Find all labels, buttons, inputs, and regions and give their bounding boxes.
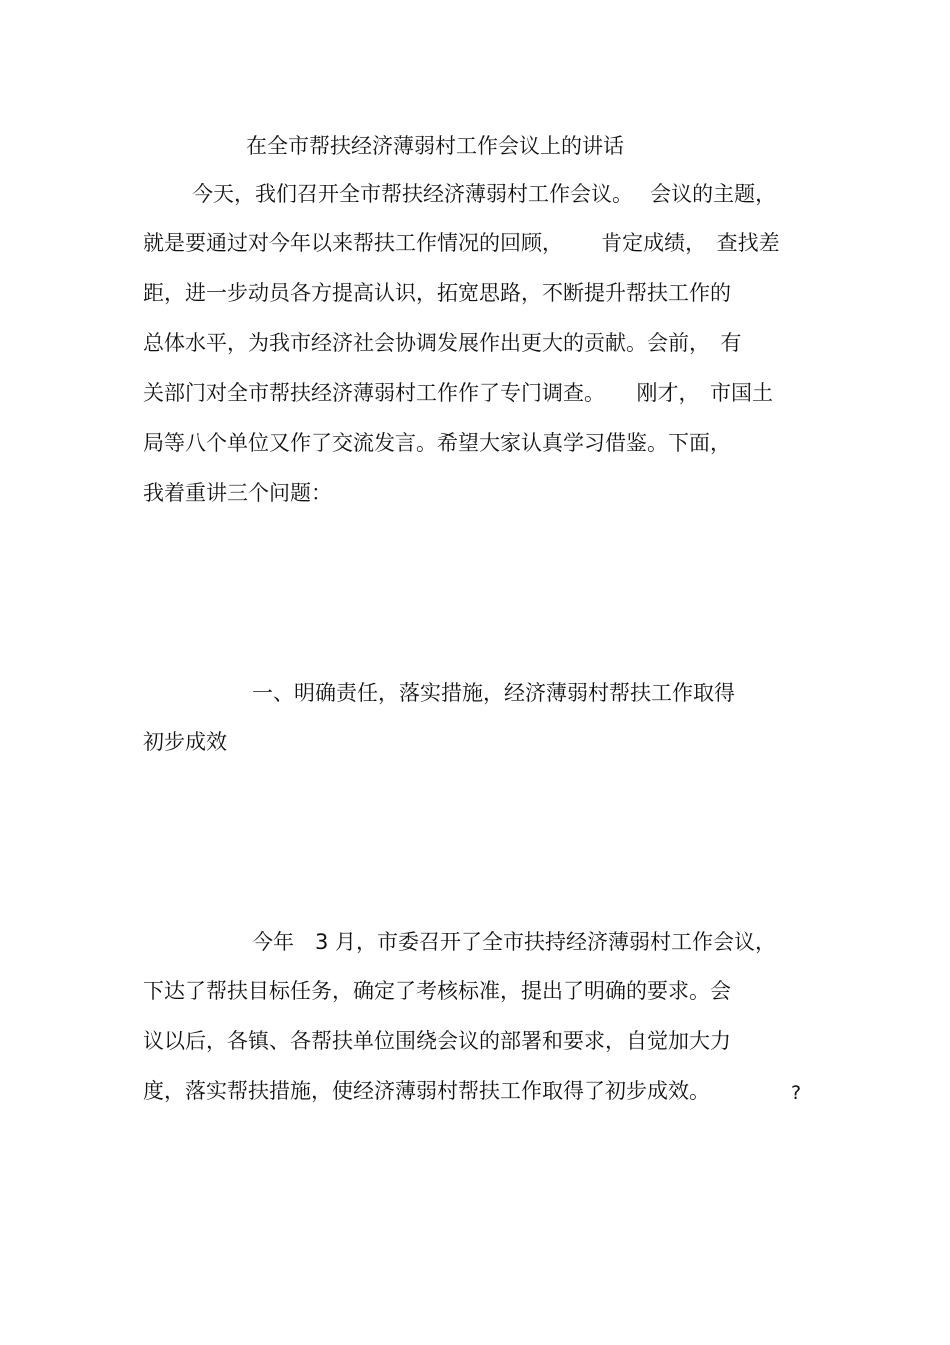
body-line-1: 今年 3 月，市委召开了全市扶持经济薄弱村工作会议， [252,930,777,954]
intro-line-7: 我着重讲三个问题： [143,481,332,505]
intro-line-4: 总体水平，为我市经济社会协调发展作出更大的贡献。会前， 有 [143,331,742,355]
intro-line-6: 局等八个单位又作了交流发言。希望大家认真学习借鉴。下面， [143,431,731,455]
intro-line-1: 今天，我们召开全市帮扶经济薄弱村工作会议。 会议的主题， [192,182,777,206]
intro-line-3: 距，进一步动员各方提高认识，拓宽思路，不断提升帮扶工作的 [143,281,731,305]
page-title: 在全市帮扶经济薄弱村工作会议上的讲话 [246,134,624,158]
stray-question-mark: ? [791,1082,802,1104]
intro-line-2: 就是要通过对今年以来帮扶工作情况的回顾， 肯定成绩， 查找差 [143,231,780,255]
section-heading-line-1: 一、明确责任，落实措施，经济薄弱村帮扶工作取得 [252,681,735,705]
section-heading-line-2: 初步成效 [143,730,227,754]
intro-line-5: 关部门对全市帮扶经济薄弱村工作作了专门调查。 刚才， 市国土 [143,381,773,405]
body-line-3: 议以后，各镇、各帮扶单位围绕会议的部署和要求，自觉加大力 [143,1029,731,1053]
body-line-4: 度，落实帮扶措施，使经济薄弱村帮扶工作取得了初步成效。 [143,1079,710,1103]
body-line-2: 下达了帮扶目标任务，确定了考核标准，提出了明确的要求。会 [143,979,731,1003]
